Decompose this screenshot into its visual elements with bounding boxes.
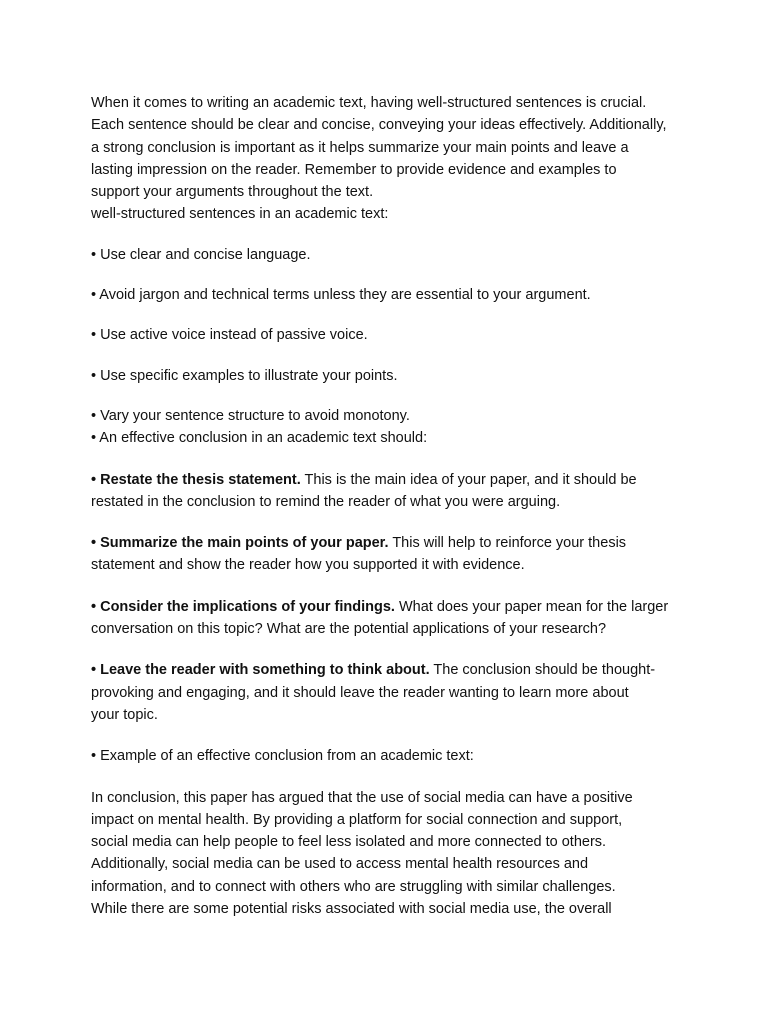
tip-item: • Use specific examples to illustrate your points.: [91, 367, 398, 384]
point-heading: • Summarize the main points of your paper.: [91, 535, 389, 552]
text-line: Additionally, social media can be used to access mental health resources and: [91, 856, 589, 873]
text-line: While there are some potential risks associated with social media use, the overall: [91, 901, 612, 918]
tip-item: • An effective conclusion in an academic text should:: [91, 430, 428, 447]
point-heading: • Restate the thesis statement.: [91, 471, 301, 488]
text-line: social media can help people to feel less isolated and more connected to others.: [91, 834, 607, 851]
text-line: When it comes to writing an academic text, having well-structured sentences is crucial.: [91, 95, 647, 111]
point-text: This is the main idea of your paper, and it should be: [300, 471, 637, 488]
tip-item: • Use active voice instead of passive voice.: [91, 327, 368, 344]
point-heading: • Consider the implications of your findings.: [91, 598, 395, 615]
tip-item: • Avoid jargon and technical terms unless they are essential to your argument.: [91, 287, 591, 304]
point-text: provoking and engaging, and it should leave the reader wanting to learn more about: [91, 684, 629, 701]
conclusion-point: [91, 596, 691, 641]
point-text: What does your paper mean for the larger: [394, 598, 669, 615]
intro-paragraph: [91, 92, 691, 226]
text-line: information, and to connect with others who are struggling with similar challenges.: [91, 878, 616, 895]
point-text: restated in the conclusion to remind the reader of what you were arguing.: [91, 493, 561, 510]
text-line: support your arguments throughout the text.: [91, 184, 374, 201]
point-text: conversation on this topic? What are the potential applications of your research?: [91, 621, 607, 638]
text-line: a strong conclusion is important as it helps summarize your main points and leave a: [91, 139, 629, 156]
point-text: statement and show the reader how you supported it with evidence.: [91, 557, 525, 574]
example-paragraph: [91, 787, 691, 921]
conclusion-point: [91, 532, 691, 577]
conclusion-point: [91, 659, 691, 726]
text-line: impact on mental health. By providing a platform for social connection and support,: [91, 811, 623, 828]
text-line: lasting impression on the reader. Remember to provide evidence and examples to: [91, 161, 617, 178]
tip-item: • Use clear and concise language.: [91, 246, 311, 263]
point-text: The conclusion should be thought-: [429, 662, 656, 679]
conclusion-point: [91, 469, 691, 514]
point-text: This will help to reinforce your thesis: [388, 535, 627, 552]
point-text: your topic.: [91, 706, 158, 723]
document-page: [91, 92, 691, 920]
text-line: In conclusion, this paper has argued that the use of social media can have a positive: [91, 789, 633, 806]
text-line: Each sentence should be clear and concise, conveying your ideas effectively. Additionally,: [91, 117, 667, 134]
text-line: well-structured sentences in an academic text:: [91, 206, 389, 223]
example-heading: • Example of an effective conclusion from an academic text:: [91, 748, 474, 765]
point-heading: • Leave the reader with something to think about.: [91, 662, 430, 679]
tip-item: • Vary your sentence structure to avoid monotony.: [91, 407, 410, 424]
